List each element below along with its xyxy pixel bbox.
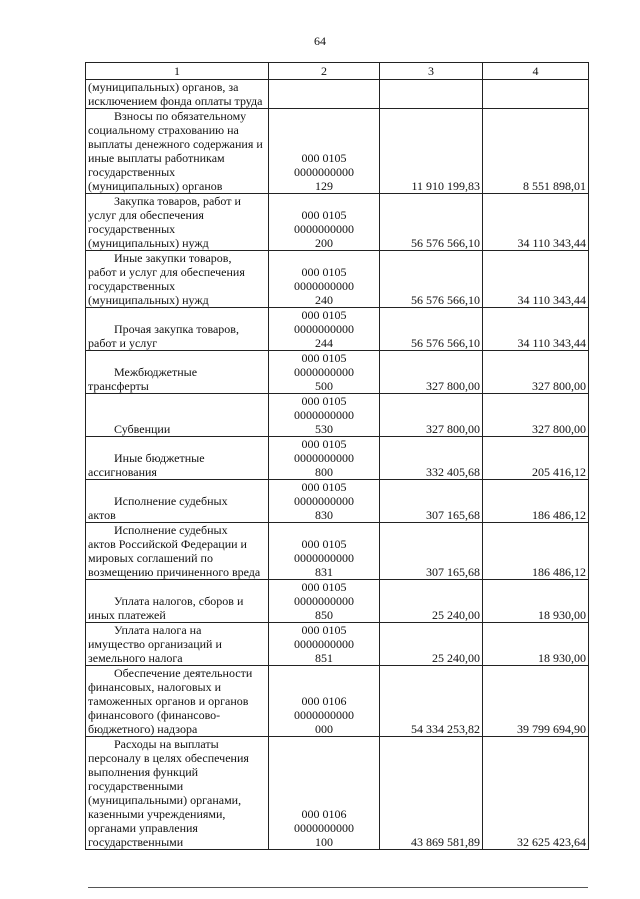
row-code-suffix: 851: [315, 651, 333, 665]
row-description-rest: актов Российской Федерации и мировых соглашений по возмещению причиненного вреда: [88, 537, 261, 579]
column-header-4: 4: [483, 63, 589, 80]
table-row: [86, 523, 589, 580]
row-description: [86, 523, 269, 580]
row-description: [86, 580, 269, 623]
row-value-col3: 56 576 566,10: [380, 251, 483, 308]
table-row: [86, 437, 589, 480]
row-description: [86, 623, 269, 666]
row-code: [269, 737, 380, 850]
row-description: [86, 737, 269, 850]
row-description: [86, 666, 269, 737]
row-value-col3: 11 910 199,83: [380, 109, 483, 194]
row-code-suffix: 830: [315, 508, 333, 522]
row-code-suffix: 831: [315, 565, 333, 579]
table-row: [86, 109, 589, 194]
row-value-col3: 332 405,68: [380, 437, 483, 480]
row-code: [269, 580, 380, 623]
table-row: [86, 194, 589, 251]
column-header-2: 2: [269, 63, 380, 80]
row-code-main: 000 0105 0000000000: [294, 351, 354, 379]
row-code: [269, 194, 380, 251]
row-description-rest: услуг для обеспечения государственных (муниципальных) нужд: [88, 208, 209, 250]
row-description-rest: ассигнования: [88, 465, 157, 479]
row-value-col3: [380, 80, 483, 109]
row-value-col4: 186 486,12: [483, 523, 589, 580]
row-description-first-line: Обеспечение деятельности: [114, 666, 253, 680]
table-row: [86, 80, 589, 109]
row-code-suffix: 800: [315, 465, 333, 479]
row-code-main: 000 0105 0000000000: [294, 537, 354, 565]
row-description-rest: актов: [88, 508, 116, 522]
row-value-col4: [483, 80, 589, 109]
row-code-suffix: 850: [315, 608, 333, 622]
table-row: [86, 308, 589, 351]
column-header-3: 3: [380, 63, 483, 80]
row-code-main: 000 0106 0000000000: [294, 694, 354, 722]
row-description-rest: финансовых, налоговых и таможенных органов и органов финансового (финансово-бюджетного) надзора: [88, 680, 249, 736]
row-value-col3: 54 334 253,82: [380, 666, 483, 737]
row-code-suffix: 000: [315, 722, 333, 736]
row-description-first-line: Взносы по обязательному: [114, 109, 247, 123]
row-value-col3: 25 240,00: [380, 623, 483, 666]
table-row: [86, 351, 589, 394]
row-value-col4: 205 416,12: [483, 437, 589, 480]
table-row: [86, 480, 589, 523]
row-description-rest: работ и услуг для обеспечения государственных (муниципальных) нужд: [88, 265, 245, 307]
table-row: [86, 394, 589, 437]
row-value-col4: 34 110 343,44: [483, 251, 589, 308]
row-description-rest: иных платежей: [88, 608, 166, 622]
row-code-main: 000 0105 0000000000: [294, 580, 354, 608]
row-code: [269, 109, 380, 194]
row-value-col3: 307 165,68: [380, 480, 483, 523]
column-header-1: 1: [86, 63, 269, 80]
row-code: [269, 623, 380, 666]
row-description: [86, 80, 269, 109]
row-description: [86, 109, 269, 194]
row-code: [269, 251, 380, 308]
row-value-col4: 8 551 898,01: [483, 109, 589, 194]
row-description-first-line: Иные закупки товаров,: [114, 251, 232, 265]
row-value-col4: 39 799 694,90: [483, 666, 589, 737]
row-code: [269, 351, 380, 394]
table-row: [86, 580, 589, 623]
row-description-rest: имущество организаций и земельного налога: [88, 637, 222, 665]
row-value-col3: 43 869 581,89: [380, 737, 483, 850]
page-number: 64: [314, 34, 326, 48]
row-code-suffix: 244: [315, 336, 333, 350]
row-code-main: 000 0105 0000000000: [294, 623, 354, 651]
row-description-rest: (муниципальных) органов, за исключением фонда оплаты труда: [88, 80, 263, 108]
row-value-col3: 56 576 566,10: [380, 308, 483, 351]
row-value-col3: 327 800,00: [380, 351, 483, 394]
row-code: [269, 666, 380, 737]
row-code-suffix: 240: [315, 293, 333, 307]
row-code: [269, 394, 380, 437]
row-code-suffix: 500: [315, 379, 333, 393]
table-row: [86, 737, 589, 850]
row-description-first-line: Расходы на выплаты: [114, 737, 219, 751]
row-code-main: 000 0105 0000000000: [294, 151, 354, 179]
row-code: [269, 523, 380, 580]
row-description-first-line: Уплата налога на: [114, 623, 202, 637]
row-description-rest: персоналу в целях обеспечения выполнения функций государственными (муниципальными) органами, казенными учреждениями, органами управления государственными: [88, 751, 249, 849]
row-description-rest: социальному страхованию на выплаты денежного содержания и иные выплаты работникам государственных (муниципальных) органов: [88, 123, 263, 193]
row-description-rest: трансферты: [88, 379, 149, 393]
row-description-first-line: Уплата налогов, сборов и: [114, 594, 244, 608]
row-code: [269, 480, 380, 523]
row-description: [86, 194, 269, 251]
row-description: [86, 351, 269, 394]
row-value-col3: 327 800,00: [380, 394, 483, 437]
table-row: [86, 666, 589, 737]
row-description-first-line: Иные бюджетные: [114, 451, 205, 465]
row-value-col3: 25 240,00: [380, 580, 483, 623]
row-code-suffix: 530: [315, 422, 333, 436]
table-row: [86, 251, 589, 308]
row-description-rest: работ и услуг: [88, 336, 158, 350]
row-description-first-line: Исполнение судебных: [114, 523, 228, 537]
row-value-col4: 18 930,00: [483, 623, 589, 666]
row-description: [86, 308, 269, 351]
row-code-main: 000 0105 0000000000: [294, 394, 354, 422]
table-row: [86, 623, 589, 666]
row-value-col4: 32 625 423,64: [483, 737, 589, 850]
row-code-main: 000 0105 0000000000: [294, 437, 354, 465]
row-description: [86, 394, 269, 437]
budget-table: [85, 62, 589, 850]
row-description: [86, 251, 269, 308]
row-description-first-line: Прочая закупка товаров,: [114, 322, 239, 336]
row-code: [269, 437, 380, 480]
row-value-col3: 307 165,68: [380, 523, 483, 580]
row-code-main: 000 0105 0000000000: [294, 265, 354, 293]
row-code: [269, 80, 380, 109]
row-description-first-line: Межбюджетные: [114, 365, 198, 379]
row-description-first-line: Исполнение судебных: [114, 494, 228, 508]
row-code-main: 000 0105 0000000000: [294, 308, 354, 336]
footer-divider: [88, 887, 588, 888]
row-code-suffix: 129: [315, 179, 333, 193]
row-value-col4: 327 800,00: [483, 351, 589, 394]
row-description-first-line: Закупка товаров, работ и: [114, 194, 241, 208]
row-code-main: 000 0106 0000000000: [294, 807, 354, 835]
row-description: [86, 437, 269, 480]
row-code-suffix: 200: [315, 236, 333, 250]
row-code-suffix: 100: [315, 835, 333, 849]
row-value-col4: 327 800,00: [483, 394, 589, 437]
row-value-col4: 34 110 343,44: [483, 194, 589, 251]
row-value-col4: 34 110 343,44: [483, 308, 589, 351]
row-value-col3: 56 576 566,10: [380, 194, 483, 251]
row-code: [269, 308, 380, 351]
row-description-first-line: Субвенции: [114, 422, 171, 436]
row-code-main: 000 0105 0000000000: [294, 208, 354, 236]
row-value-col4: 186 486,12: [483, 480, 589, 523]
row-description: [86, 480, 269, 523]
row-code-main: 000 0105 0000000000: [294, 480, 354, 508]
table-header-row: [86, 63, 589, 80]
row-value-col4: 18 930,00: [483, 580, 589, 623]
